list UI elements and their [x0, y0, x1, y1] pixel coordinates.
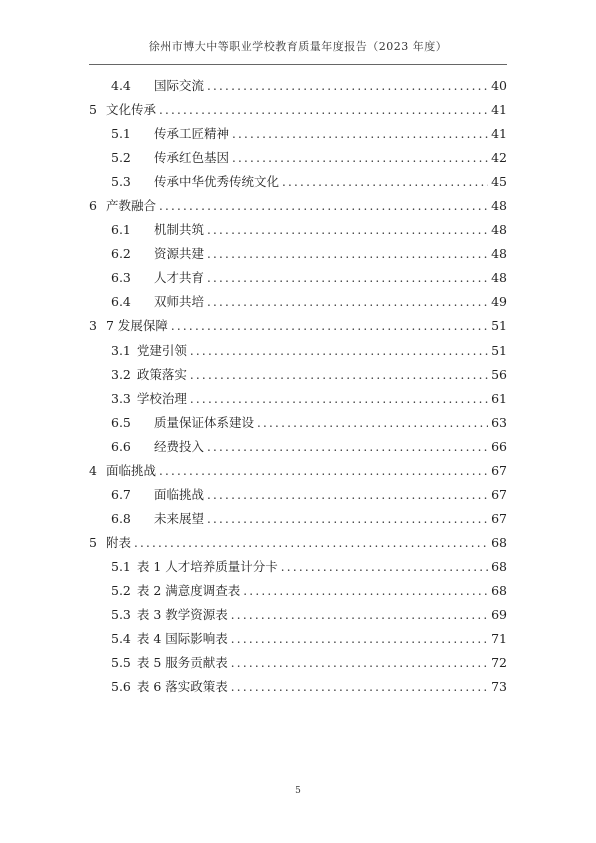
dot-leader [207, 290, 488, 314]
toc-entry[interactable] [89, 266, 507, 290]
toc-entry-number: 5.2 [111, 150, 131, 166]
toc-entry-page: 68 [491, 534, 507, 550]
toc-entry-number: 5.1 [111, 558, 131, 574]
dot-leader [257, 411, 488, 435]
toc-entry-page: 45 [491, 174, 507, 190]
toc-entry-title: 表 5 服务贡献表 [136, 655, 228, 671]
dot-leader [231, 675, 488, 699]
toc-entry-page: 73 [491, 679, 507, 695]
toc-entry-number: 6.1 [111, 222, 131, 238]
toc-entry[interactable] [89, 387, 507, 411]
toc-entry[interactable] [89, 435, 507, 459]
toc-entry[interactable] [89, 122, 507, 146]
dot-leader [207, 435, 488, 459]
toc-entry[interactable] [89, 170, 507, 194]
toc-entry-page: 48 [491, 270, 507, 286]
toc-entry[interactable] [89, 218, 507, 242]
toc-entry-title: 表 4 国际影响表 [136, 631, 228, 647]
toc-entry[interactable] [89, 74, 507, 98]
toc-entry[interactable] [89, 579, 507, 603]
toc-entry-page: 68 [491, 558, 507, 574]
dot-leader [159, 459, 488, 483]
toc-entry-title: 经费投入 [154, 438, 205, 454]
toc-entry-title: 表 2 满意度调查表 [136, 583, 241, 598]
dot-leader [159, 98, 488, 122]
toc-entry-title: 7 发展保障 [105, 318, 168, 334]
toc-entry-page: 56 [491, 366, 507, 382]
toc-entry-number: 6.5 [111, 414, 131, 430]
dot-leader [159, 194, 488, 218]
toc-entry-number: 5.4 [111, 631, 131, 647]
toc-entry[interactable] [89, 363, 507, 387]
toc-entry-number: 6 [89, 198, 97, 214]
toc-entry-number: 6.7 [111, 486, 131, 502]
toc-entry-page: 66 [491, 438, 507, 454]
toc-entry-title: 政策落实 [136, 366, 187, 382]
toc-entry-page: 41 [491, 126, 507, 142]
toc-entry-number: 6.3 [111, 270, 131, 286]
toc-entry-title: 面临挑战 [154, 486, 205, 502]
page-number: 5 [295, 786, 301, 796]
toc-entry-page: 48 [491, 246, 507, 262]
toc-entry-page: 51 [491, 342, 507, 358]
toc-entry-number: 5 [89, 534, 97, 550]
toc-entry-title: 党建引领 [136, 342, 187, 358]
toc-entry[interactable] [89, 339, 507, 363]
dot-leader [207, 218, 488, 242]
toc-entry[interactable] [89, 242, 507, 266]
toc-entry[interactable] [89, 627, 507, 651]
toc-entry-title: 传承红色基因 [154, 150, 230, 166]
toc-entry-page: 51 [491, 318, 507, 334]
toc-entry-title: 表 6 落实政策表 [136, 679, 228, 695]
dot-leader [231, 603, 488, 627]
toc-entry-page: 48 [491, 198, 507, 214]
toc-entry[interactable] [89, 146, 507, 170]
toc-entry-title: 传承中华优秀传统文化 [154, 174, 280, 190]
dot-leader [171, 314, 488, 338]
dot-leader [207, 266, 488, 290]
toc-entry-number: 5.5 [111, 655, 131, 671]
dot-leader [232, 146, 488, 170]
dot-leader [207, 74, 488, 98]
toc-entry[interactable] [89, 555, 507, 579]
toc-entry-title: 产教融合 [105, 198, 156, 214]
toc-entry-title: 质量保证体系建设 [154, 414, 255, 430]
toc-entry[interactable] [89, 290, 507, 314]
dot-leader [243, 579, 488, 603]
toc-entry-page: 68 [491, 583, 507, 598]
dot-leader [282, 170, 488, 194]
dot-leader [190, 339, 488, 363]
toc-entry-number: 5.3 [111, 607, 131, 623]
toc-entry[interactable] [89, 675, 507, 699]
dot-leader [190, 387, 488, 411]
toc-entry-title: 面临挑战 [105, 462, 156, 478]
toc-entry-number: 3.3 [111, 390, 131, 406]
toc-entry-title: 机制共筑 [154, 222, 205, 238]
toc-entry-page: 67 [491, 486, 507, 502]
toc-entry[interactable] [89, 194, 507, 218]
toc-entry-number: 6.2 [111, 246, 131, 262]
toc-entry-number: 3.2 [111, 366, 131, 382]
toc-entry-number: 3.1 [111, 342, 131, 358]
toc-entry[interactable] [89, 651, 507, 675]
toc-entry-page: 49 [491, 294, 507, 310]
toc-entry-page: 71 [491, 631, 507, 647]
toc-entry-title: 双师共培 [154, 294, 205, 310]
dot-leader [207, 242, 488, 266]
toc-entry-number: 5.3 [111, 174, 131, 190]
toc-entry-page: 67 [491, 462, 507, 478]
dot-leader [231, 627, 488, 651]
toc-entry-number: 5.1 [111, 126, 131, 142]
toc-entry-number: 3 [89, 318, 97, 334]
running-header: 徐州市博大中等职业学校教育质量年度报告（2023 年度） [148, 40, 448, 53]
toc-entry[interactable] [89, 411, 507, 435]
toc-entry-number: 5 [89, 102, 97, 118]
table-of-contents [89, 74, 507, 699]
toc-entry-title: 人才共育 [154, 270, 205, 286]
header-rule [89, 64, 507, 65]
toc-entry-number: 5.2 [111, 583, 131, 598]
toc-entry-page: 41 [491, 102, 507, 118]
dot-leader [134, 531, 488, 555]
toc-entry[interactable] [89, 314, 507, 338]
dot-leader [232, 122, 488, 146]
toc-entry-page: 61 [491, 390, 507, 406]
toc-entry-title: 文化传承 [105, 102, 156, 118]
toc-entry-page: 42 [491, 150, 507, 166]
toc-entry-page: 67 [491, 510, 507, 526]
toc-entry-page: 48 [491, 222, 507, 238]
toc-entry-title: 国际交流 [154, 78, 205, 94]
toc-entry-title: 资源共建 [154, 246, 205, 262]
toc-entry[interactable] [89, 459, 507, 483]
toc-entry-title: 学校治理 [136, 390, 187, 406]
toc-entry-number: 5.6 [111, 679, 131, 695]
toc-entry[interactable] [89, 98, 507, 122]
toc-entry-number: 6.4 [111, 294, 131, 310]
toc-entry-title: 附表 [105, 534, 131, 550]
toc-entry-title: 传承工匠精神 [154, 126, 230, 142]
dot-leader [190, 363, 488, 387]
toc-entry[interactable] [89, 603, 507, 627]
dot-leader [231, 651, 488, 675]
dot-leader [207, 507, 488, 531]
toc-entry-title: 表 3 教学资源表 [136, 607, 228, 623]
toc-entry-page: 63 [491, 414, 507, 430]
toc-entry-page: 69 [491, 607, 507, 623]
toc-entry-number: 4.4 [111, 78, 131, 94]
toc-entry-page: 40 [491, 78, 507, 94]
toc-entry-page: 72 [491, 655, 507, 671]
toc-entry-number: 4 [89, 462, 97, 478]
dot-leader [207, 483, 488, 507]
toc-entry-number: 6.8 [111, 510, 131, 526]
toc-entry[interactable] [89, 483, 507, 507]
toc-entry-number: 6.6 [111, 438, 131, 454]
toc-entry[interactable] [89, 531, 507, 555]
toc-entry-title: 表 1 人才培养质量计分卡 [136, 558, 278, 574]
toc-entry[interactable] [89, 507, 507, 531]
dot-leader [281, 555, 488, 579]
toc-entry-title: 未来展望 [154, 510, 205, 526]
